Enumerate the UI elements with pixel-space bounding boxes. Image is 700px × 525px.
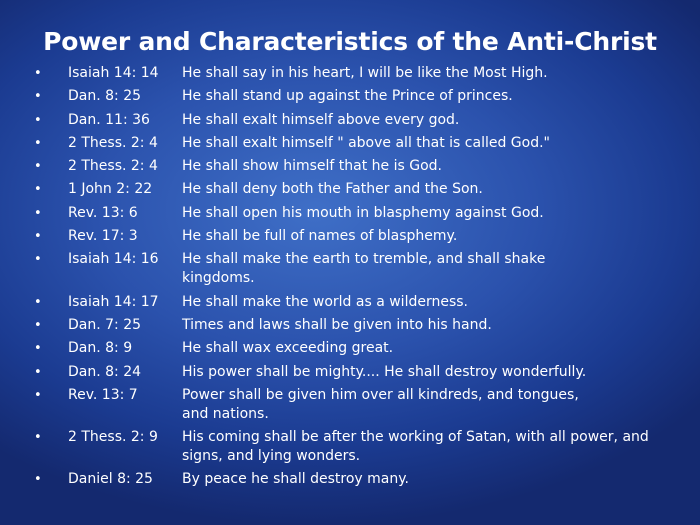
bullet-icon: • [34,112,42,128]
scripture-reference: Rev. 17: 3 [68,228,138,245]
scripture-list [34,64,674,494]
bullet-icon: • [34,294,42,310]
list-item [34,363,674,382]
slide-title: Power and Characteristics of the Anti-Christ [43,27,657,56]
list-item [34,111,674,130]
list-item [34,316,674,335]
characteristic-text: He shall wax exceeding great. [182,340,394,357]
bullet-icon: • [34,89,42,105]
list-item [34,87,674,106]
characteristic-text: He shall open his mouth in blasphemy against God. [182,204,544,221]
characteristic-text: He shall deny both the Father and the Son. [182,181,483,198]
bullet-icon: • [34,135,42,151]
scripture-reference: Dan. 8: 9 [68,340,133,357]
list-item [34,470,674,489]
scripture-reference: 2 Thess. 2: 4 [68,158,158,175]
characteristic-text: Times and laws shall be given into his hand. [182,316,492,333]
characteristic-text: He shall make the earth to tremble, and shall shake kingdoms. [182,251,546,287]
bullet-icon: • [34,387,42,403]
scripture-reference: Daniel 8: 25 [68,471,153,488]
bullet-icon: • [34,205,42,221]
characteristic-text: He shall stand up against the Prince of princes. [182,88,513,105]
list-item [34,339,674,358]
scripture-reference: Dan. 11: 36 [68,111,150,128]
bullet-icon: • [34,229,42,245]
list-item [34,134,674,153]
characteristic-text: He shall make the world as a wilderness. [182,293,468,310]
scripture-reference: 2 Thess. 2: 4 [68,134,158,151]
bullet-icon: • [34,341,42,357]
list-item [34,204,674,223]
scripture-reference: Rev. 13: 6 [68,204,138,221]
bullet-icon: • [34,317,42,333]
characteristic-text: He shall exalt himself " above all that is called God." [182,134,550,151]
list-item [34,227,674,246]
bullet-icon: • [34,182,42,198]
characteristic-text: Power shall be given him over all kindreds, and tongues, and nations. [182,386,579,422]
scripture-reference: Isaiah 14: 16 [68,251,159,268]
list-item [34,180,674,199]
scripture-reference: Isaiah 14: 17 [68,293,159,310]
scripture-reference: 2 Thess. 2: 9 [68,429,158,446]
characteristic-text: He shall show himself that he is God. [182,158,442,175]
scripture-reference: Dan. 8: 24 [68,363,142,380]
bullet-icon: • [34,364,42,380]
list-item [34,250,674,288]
bullet-icon: • [34,252,42,268]
scripture-reference: Isaiah 14: 14 [68,65,159,81]
scripture-reference: Dan. 8: 25 [68,88,142,105]
list-item [34,293,674,312]
list-item [34,157,674,176]
list-item [34,386,674,424]
characteristic-text: He shall be full of names of blasphemy. [182,228,458,245]
characteristic-text: He shall say in his heart, I will be like the Most High. [182,65,548,81]
scripture-reference: Rev. 13: 7 [68,386,138,403]
scripture-reference: 1 John 2: 22 [68,181,153,198]
characteristic-text: His coming shall be after the working of Satan, with all power, and signs, and lying wonders. [182,429,649,465]
scripture-reference: Dan. 7: 25 [68,316,142,333]
bullet-icon: • [34,159,42,175]
characteristic-text: He shall exalt himself above every god. [182,111,460,128]
characteristic-text: His power shall be mighty.... He shall destroy wonderfully. [182,363,587,380]
list-item [34,64,674,83]
characteristic-text: By peace he shall destroy many. [182,471,409,488]
bullet-icon: • [34,66,42,81]
bullet-icon: • [34,430,42,446]
list-item [34,428,674,466]
bullet-icon: • [34,472,42,488]
